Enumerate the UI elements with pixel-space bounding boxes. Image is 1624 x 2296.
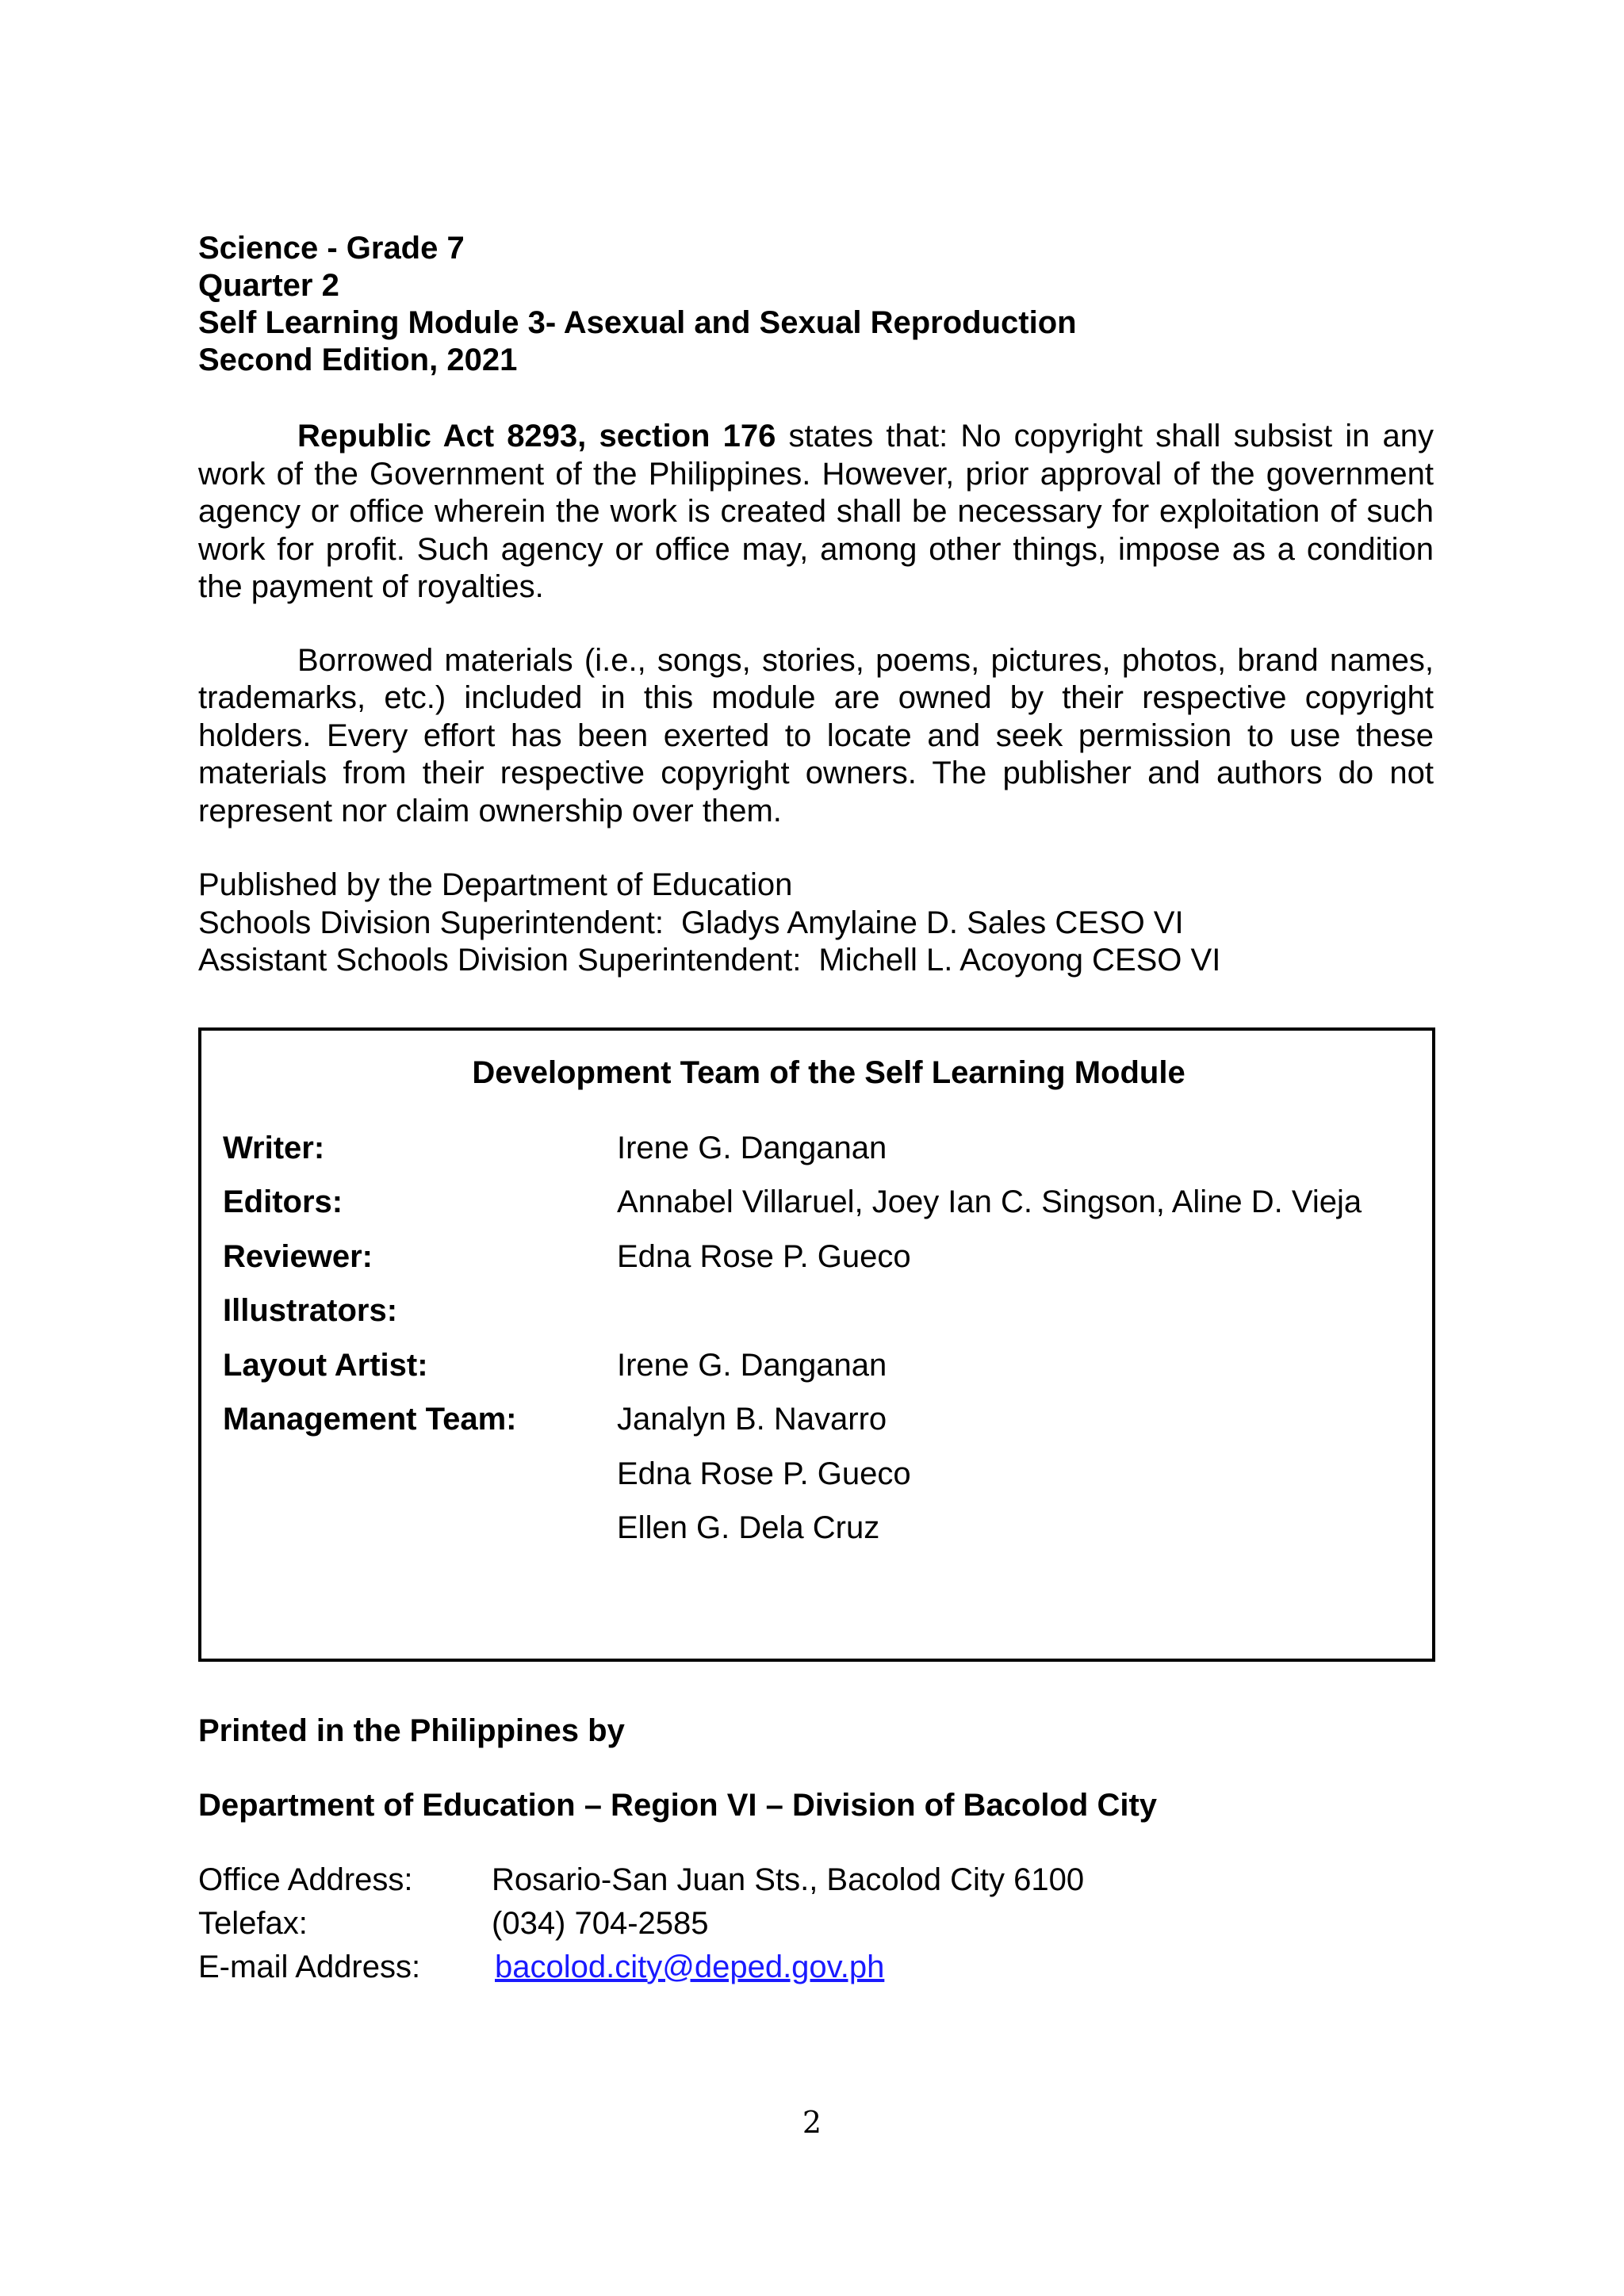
team-rows (223, 1128, 1411, 1563)
team-row-label: Reviewer: (223, 1238, 373, 1274)
team-row-writer (223, 1128, 1411, 1183)
team-row-reviewer (223, 1237, 1411, 1292)
team-row-layout-artist (223, 1345, 1411, 1400)
asds-name: Michell L. Acoyong CESO VI (818, 943, 1221, 978)
email-row (198, 1946, 1434, 1989)
header-edition: Second Edition, 2021 (198, 342, 518, 377)
team-row-value: Irene G. Danganan (617, 1130, 887, 1165)
email-link[interactable]: bacolod.city@deped.gov.ph (495, 1949, 885, 1984)
office-address-row (198, 1858, 1434, 1902)
header-module-title: Self Learning Module 3- Asexual and Sexual Reproduction (198, 305, 1077, 340)
published-by: Published by the Department of Education (198, 867, 793, 902)
printed-by: Printed in the Philippines by (198, 1712, 625, 1748)
team-row-label: Layout Artist: (223, 1347, 428, 1383)
team-row-value: Ellen G. Dela Cruz (617, 1510, 880, 1545)
law-text: states that: No copyright shall subsist in any work of the Government of the Philippines. However, prior approval of the government agency or office wherein the work is created shall be necessary for exploitation of such work for profit. Such agency or office may, among other things, impose as a condition the payment of royalties. (198, 419, 1434, 604)
team-row-label: Writer: (223, 1130, 325, 1165)
team-row-management (223, 1399, 1411, 1454)
team-row-value: Janalyn B. Navarro (617, 1402, 887, 1437)
team-row-label: Editors: (223, 1184, 343, 1219)
page-number: 2 (802, 2105, 822, 2140)
team-row-management-3 (223, 1508, 1411, 1563)
development-team-box (198, 1027, 1435, 1662)
borrowed-materials-paragraph: Borrowed materials (i.e., songs, stories, poems, pictures, photos, brand names, trademarks, etc.) included in this module are owned by their respective copyright holders. Every effort has been exerted to locate and seek permission to use these materials from their respective copyright owners. The publisher and authors do not represent nor claim ownership over them. (198, 642, 1434, 828)
office-address-value: Rosario-San Juan Sts., Bacolod City 6100 (492, 1862, 1085, 1897)
team-row-label: Illustrators: (223, 1293, 398, 1328)
team-row-management-2 (223, 1454, 1411, 1509)
team-row-value: Irene G. Danganan (617, 1347, 887, 1383)
team-row-label (223, 1454, 617, 1509)
telefax-label: Telefax: (198, 1905, 308, 1941)
team-title: Development Team of the Self Learning Module (472, 1054, 1185, 1090)
team-row-value: Edna Rose P. Gueco (617, 1456, 911, 1491)
publisher-info (198, 867, 1434, 980)
team-row-label: Management Team: (223, 1402, 517, 1437)
header-quarter: Quarter 2 (198, 268, 339, 303)
telefax-row (198, 1902, 1434, 1946)
copyright-paragraph (198, 418, 1434, 607)
team-row-editors (223, 1182, 1411, 1237)
team-row-value: Edna Rose P. Gueco (617, 1238, 911, 1274)
sds-label: Schools Division Superintendent: (198, 905, 665, 940)
team-row-illustrators (223, 1291, 1411, 1345)
office-address-label: Office Address: (198, 1862, 413, 1897)
asds-line (198, 942, 1434, 980)
division-office: Department of Education – Region VI – Division of Bacolod City (198, 1787, 1158, 1823)
law-reference: Republic Act 8293, section 176 (297, 419, 776, 453)
team-row-value: Annabel Villaruel, Joey Ian C. Singson, Aline D. Vieja (617, 1184, 1362, 1219)
contact-info (198, 1858, 1434, 1989)
sds-name: Gladys Amylaine D. Sales CESO VI (681, 905, 1184, 940)
header-subject: Science - Grade 7 (198, 231, 465, 266)
team-row-label (223, 1508, 617, 1563)
document-page (198, 230, 1434, 1989)
sds-line (198, 905, 1434, 943)
email-label: E-mail Address: (198, 1949, 421, 1984)
module-header (198, 230, 1434, 379)
team-row-value (617, 1291, 1411, 1345)
telefax-value: (034) 704-2585 (492, 1905, 709, 1941)
asds-label: Assistant Schools Division Superintendent: (198, 943, 802, 978)
